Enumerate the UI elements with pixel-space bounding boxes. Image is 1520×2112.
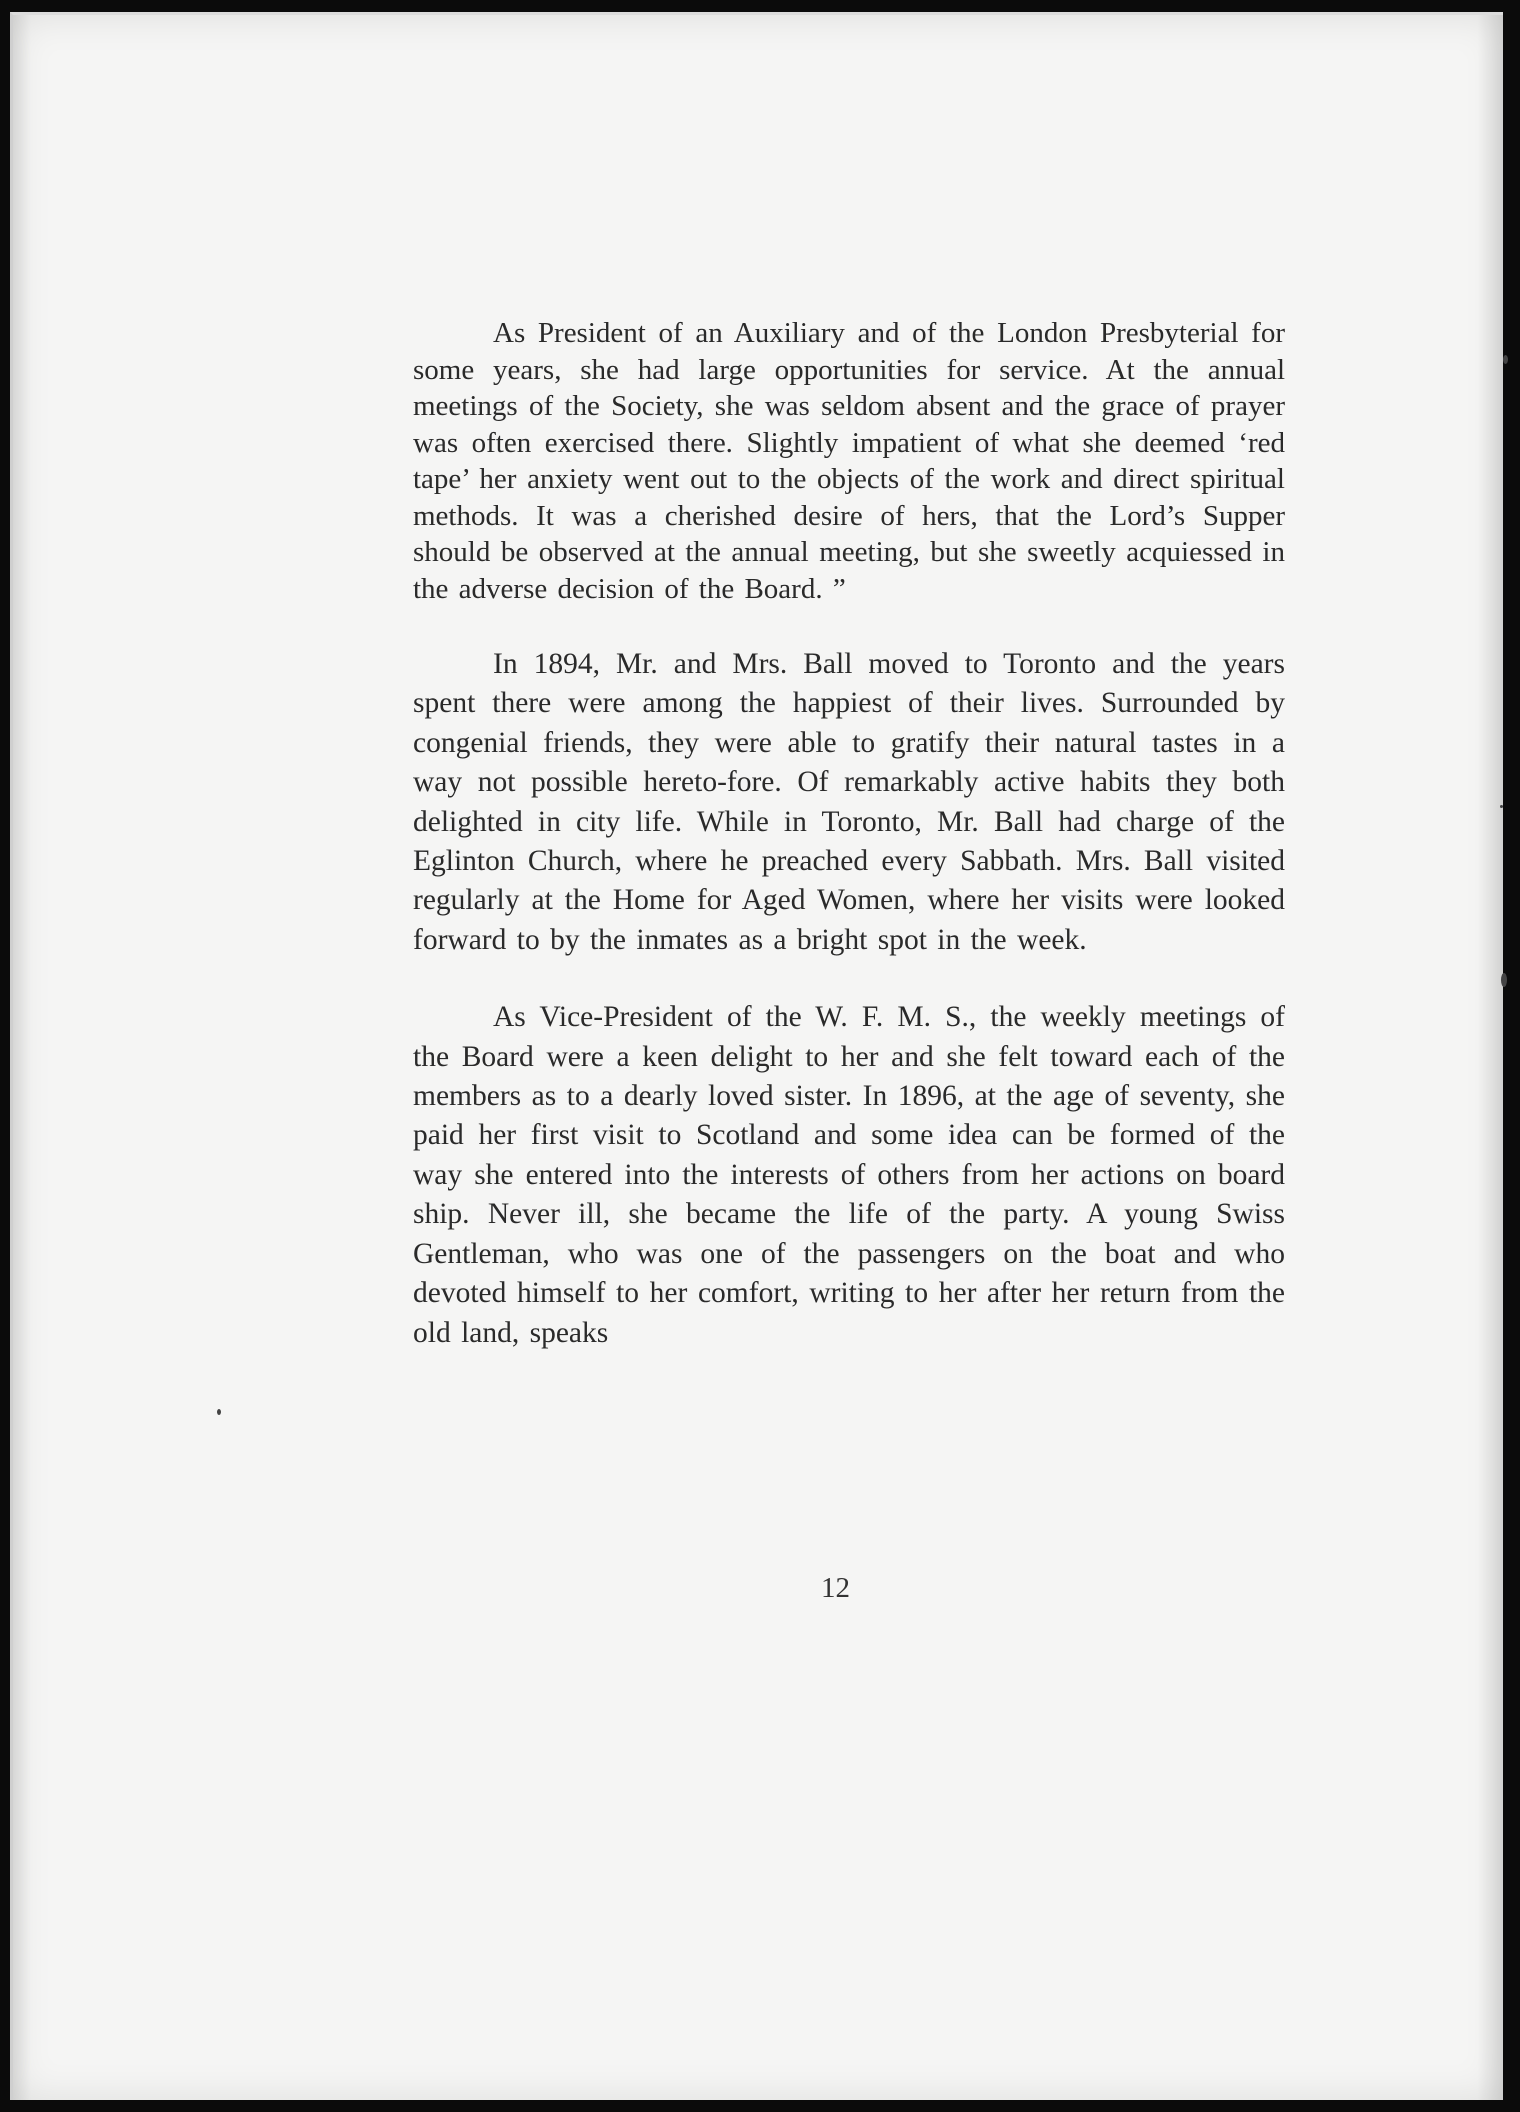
scan-speck	[1503, 355, 1508, 364]
document-page	[10, 12, 1503, 2100]
scan-speck	[217, 1409, 221, 1415]
page-left-shadow	[13, 15, 31, 2100]
scan-speck	[1501, 973, 1507, 987]
paragraph-toronto: In 1894, Mr. and Mrs. Ball moved to Toronto and the years spent there were among the happiest of their lives. Surrounded by congenial friends, they were able to gratify their natural tastes in a way not possible hereto-fore. Of remarkably active habits they both delighted in city life. While in Toronto, Mr. Ball had charge of the Eglinton Church, where he preached every Sabbath. Mrs. Ball visited regularly at the Home for Aged Women, where her visits were looked forward to by the inmates as a bright spot in the week.	[413, 648, 1285, 956]
body-text	[413, 315, 1285, 1353]
page-right-shadow	[1477, 15, 1503, 2100]
paragraph-vice-president: As Vice-President of the W. F. M. S., the weekly meetings of the Board were a keen delight to her and she felt toward each of the members as to a dearly loved sister. In 1896, at the age of seventy, she paid her first visit to Scotland and some idea can be formed of the way she entered into the interests of others from her actions on board ship. Never ill, she became the life of the party. A young Swiss Gentleman, who was one of the passengers on the boat and who devoted himself to her comfort, writing to her after her return from the old land, speaks	[413, 1001, 1285, 1349]
page-number: 12	[821, 1572, 850, 1604]
scan-speck	[1500, 805, 1503, 808]
paragraph-president: As President of an Auxiliary and of the London Presbyterial for some years, she had large opportunities for service. At the annual meetings of the Society, she was seldom absent and the grace of prayer was often exercised there. Slightly impatient of what she deemed ‘red tape’ her anxiety went out to the objects of the work and direct spiritual methods. It was a cherished desire of hers, that the Lord’s Supper should be observed at the annual meeting, but she sweetly acquiessed in the adverse decision of the Board. ”	[413, 317, 1285, 605]
